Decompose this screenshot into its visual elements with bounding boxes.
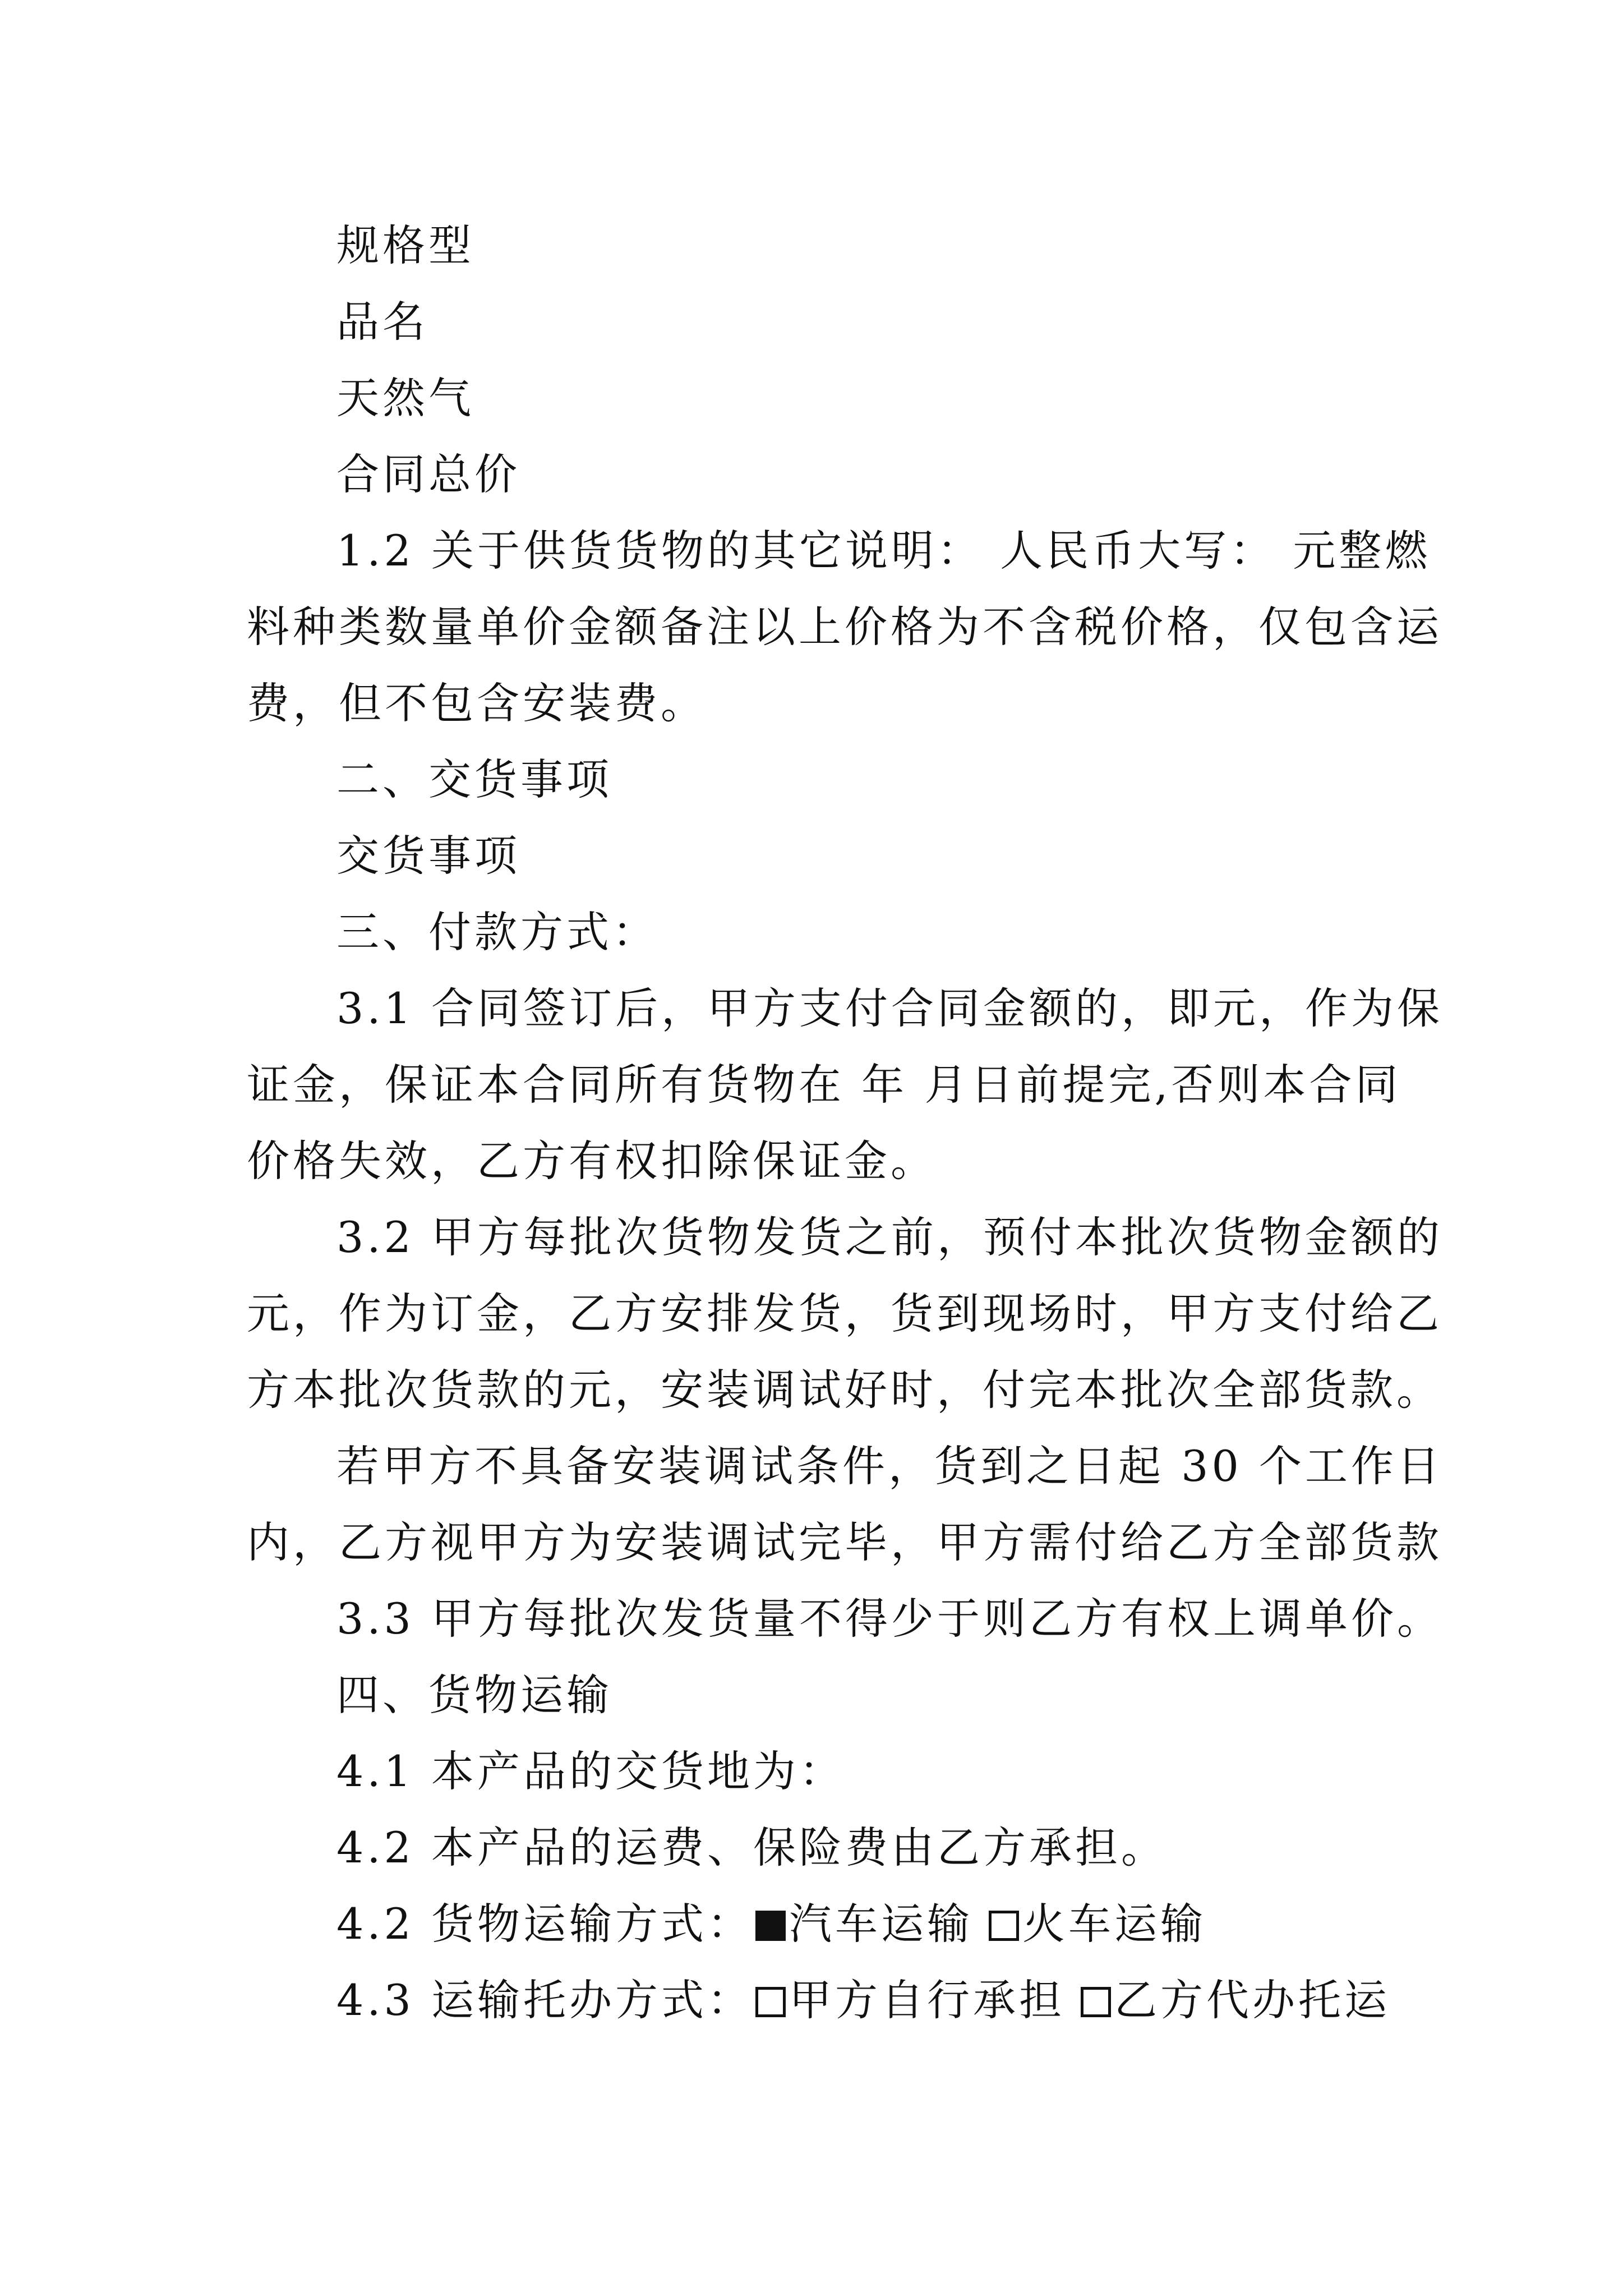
clause-1-2-line: 费，但不包含安装费。 <box>247 678 707 728</box>
train-transport-label: 火车运输 <box>1022 1899 1207 1949</box>
clause-3-1 <box>247 970 1444 1199</box>
checkbox-party-b-agent[interactable] <box>1081 1987 1111 2017</box>
clause-3-1-line: 价格失效，乙方有权扣除保证金。 <box>247 1136 937 1186</box>
transport-mode-label: 4.2 货物运输方式： <box>336 1899 754 1949</box>
clause-no-install <box>247 1428 1444 1581</box>
checkbox-car-transport[interactable] <box>755 1911 786 1941</box>
clause-3-1-line: 证金，保证本合同所有货物在 年 月日前提完,否则本合同 <box>247 1060 1401 1110</box>
clause-no-install-line: 若甲方不具备安装调试条件，货到之日起 30 个工作日 <box>336 1441 1444 1491</box>
checkbox-party-a-self[interactable] <box>755 1987 786 2017</box>
section-2-heading: 二、交货事项 <box>336 754 612 804</box>
clause-4-2-cost: 4.2 本产品的运费、保险费由乙方承担。 <box>336 1823 1168 1872</box>
clause-3-3: 3.3 甲方每批次发货量不得少于则乙方有权上调单价。 <box>336 1594 1444 1644</box>
delivery-items-label: 交货事项 <box>336 831 520 881</box>
clause-3-2 <box>247 1199 1444 1428</box>
total-price-label: 合同总价 <box>336 449 520 499</box>
transport-mode-row <box>247 1886 1380 1962</box>
spec-label: 规格型 <box>336 220 474 270</box>
product-name-label: 品名 <box>336 297 428 347</box>
clause-3-2-line: 方本批次货款的元，安装调试好时，付完本批次全部货款。 <box>247 1365 1442 1415</box>
section-3-heading: 三、付款方式： <box>336 907 658 957</box>
section-4-heading: 四、货物运输 <box>336 1670 612 1720</box>
document-body <box>247 208 1444 2039</box>
clause-1-2-line: 料种类数量单价金额备注以上价格为不含税价格，仅包含运 <box>247 602 1442 652</box>
consignment-label: 4.3 运输托办方式： <box>336 1975 754 2025</box>
consignment-row <box>247 1962 1391 2039</box>
clause-1-2-line: 1.2 关于供货货物的其它说明： 人民币大写： 元整燃 <box>336 526 1431 576</box>
clause-3-2-line: 3.2 甲方每批次货物发货之前，预付本批次货物金额的 <box>336 1212 1444 1262</box>
product-value: 天然气 <box>336 373 474 423</box>
party-a-self-label: 甲方自行承担 <box>789 1975 1066 2025</box>
clause-3-2-line: 元，作为订金，乙方安排发货，货到现场时，甲方支付给乙 <box>247 1289 1442 1338</box>
party-b-agent-label: 乙方代办托运 <box>1114 1975 1391 2025</box>
clause-no-install-line: 内，乙方视甲方为安装调试完毕，甲方需付给乙方全部货款 <box>247 1517 1442 1567</box>
checkbox-train-transport[interactable] <box>989 1911 1019 1941</box>
clause-3-1-line: 3.1 合同签订后，甲方支付合同金额的，即元，作为保 <box>336 983 1444 1033</box>
clause-1-2 <box>247 513 1442 742</box>
car-transport-label: 汽车运输 <box>789 1899 974 1949</box>
clause-4-1: 4.1 本产品的交货地为： <box>336 1746 846 1796</box>
